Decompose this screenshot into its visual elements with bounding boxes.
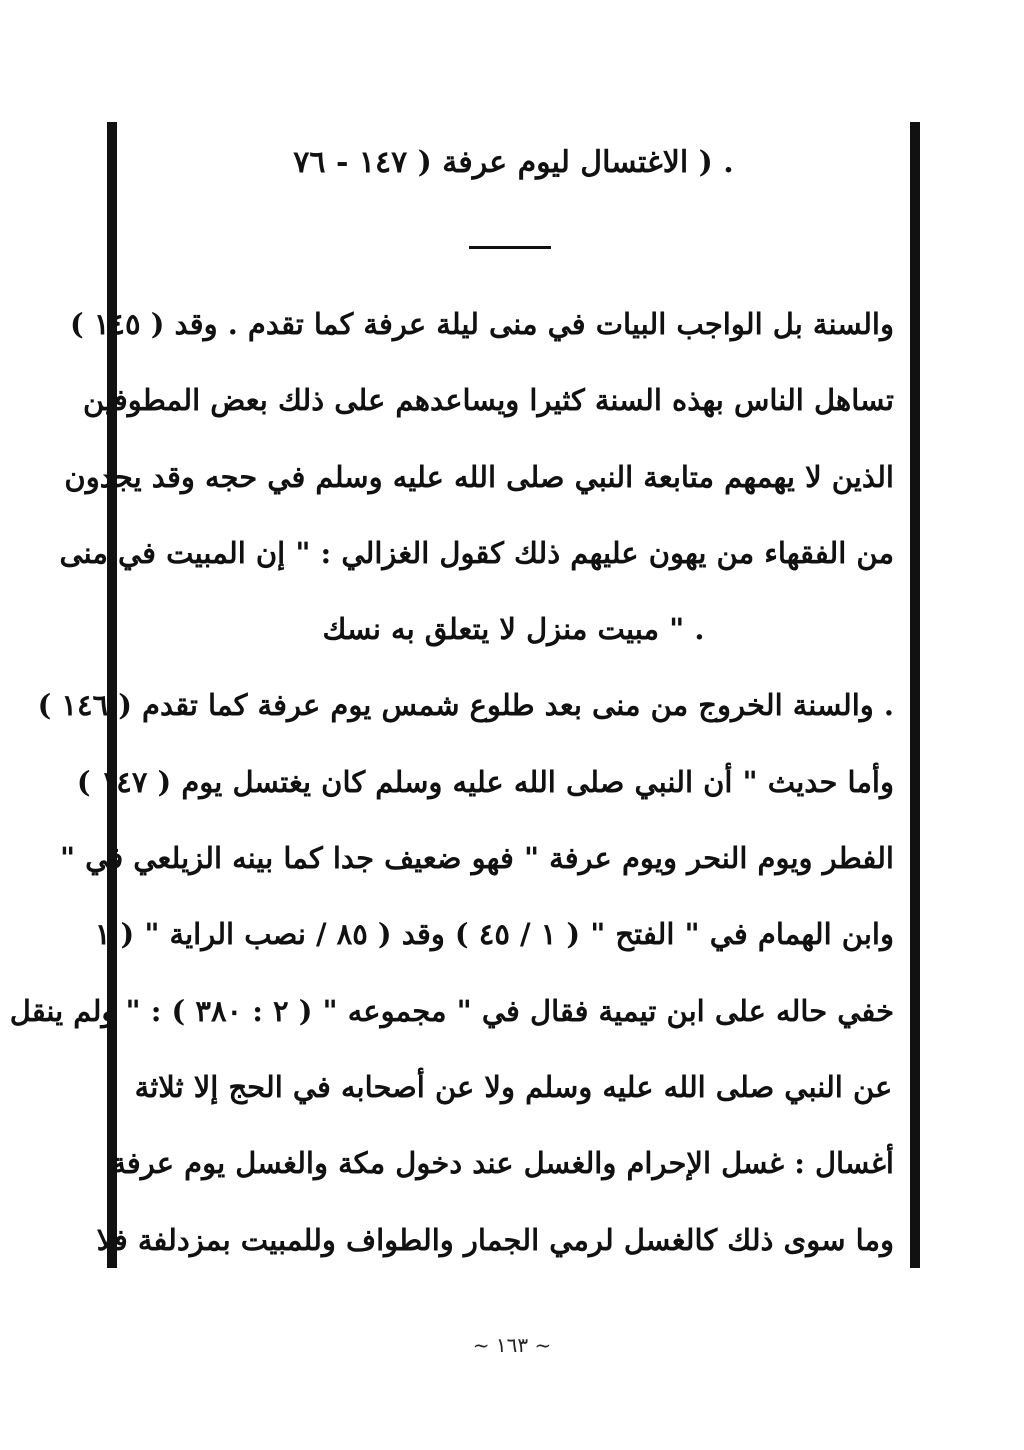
text-line: خفي حاله على ابن تيمية فقال في " مجموعه " ( ٢ : ٣٨٠ ) : " ولم ينقل — [9, 993, 894, 1028]
page-border-right — [910, 122, 920, 1268]
page-number: ~ ١٦٣ ~ — [472, 1333, 552, 1357]
text-line: . " مبيت منزل لا يتعلق به نسك — [322, 612, 705, 647]
page-content — [9, 122, 910, 1268]
text-line: من الفقهاء من يهون عليهم ذلك كقول الغزالي : " إن المبيت في منى — [59, 535, 894, 570]
text-line: الفطر ويوم النحر ويوم عرفة " فهو ضعيف جدا كما بينه الزيلعي في " — [59, 841, 894, 876]
text-line: وأما حديث " أن النبي صلى الله عليه وسلم كان يغتسل يوم ( ١٤٧ ) — [76, 764, 894, 799]
text-line: وما سوى ذلك كالغسل لرمي الجمار والطواف وللمبيت بمزدلفة فلا — [96, 1222, 894, 1257]
text-line: أغسال : غسل الإحرام والغسل عند دخول مكة والغسل يوم عرفة — [111, 1146, 894, 1181]
text-line: والسنة بل الواجب البيات في منى ليلة عرفة كما تقدم . وقد ( ١٤٥ ) — [70, 307, 894, 341]
section-heading: . ( الاغتسال ليوم عرفة ( ١٤٧ - ٧٦ — [293, 145, 734, 180]
text-line: وابن الهمام في " الفتح " ( ١ / ٤٥ ) وقد ( ٨٥ / نصب الراية " ( ١ — [94, 917, 894, 952]
text-line: تساهل الناس بهذه السنة كثيرا ويساعدهم على ذلك بعض المطوفين — [83, 383, 894, 418]
text-line: عن النبي صلى الله عليه وسلم ولا عن أصحابه في الحج إلا ثلاثة — [134, 1069, 893, 1104]
heading-separator — [469, 246, 551, 249]
text-line: الذين لا يهمهم متابعة النبي صلى الله عليه وسلم في حجه وقد يجدون — [64, 459, 894, 494]
text-line: . والسنة الخروج من منى بعد طلوع شمس يوم عرفة كما تقدم ( ١٤٦ ) — [37, 688, 894, 723]
text-body — [9, 286, 894, 1278]
